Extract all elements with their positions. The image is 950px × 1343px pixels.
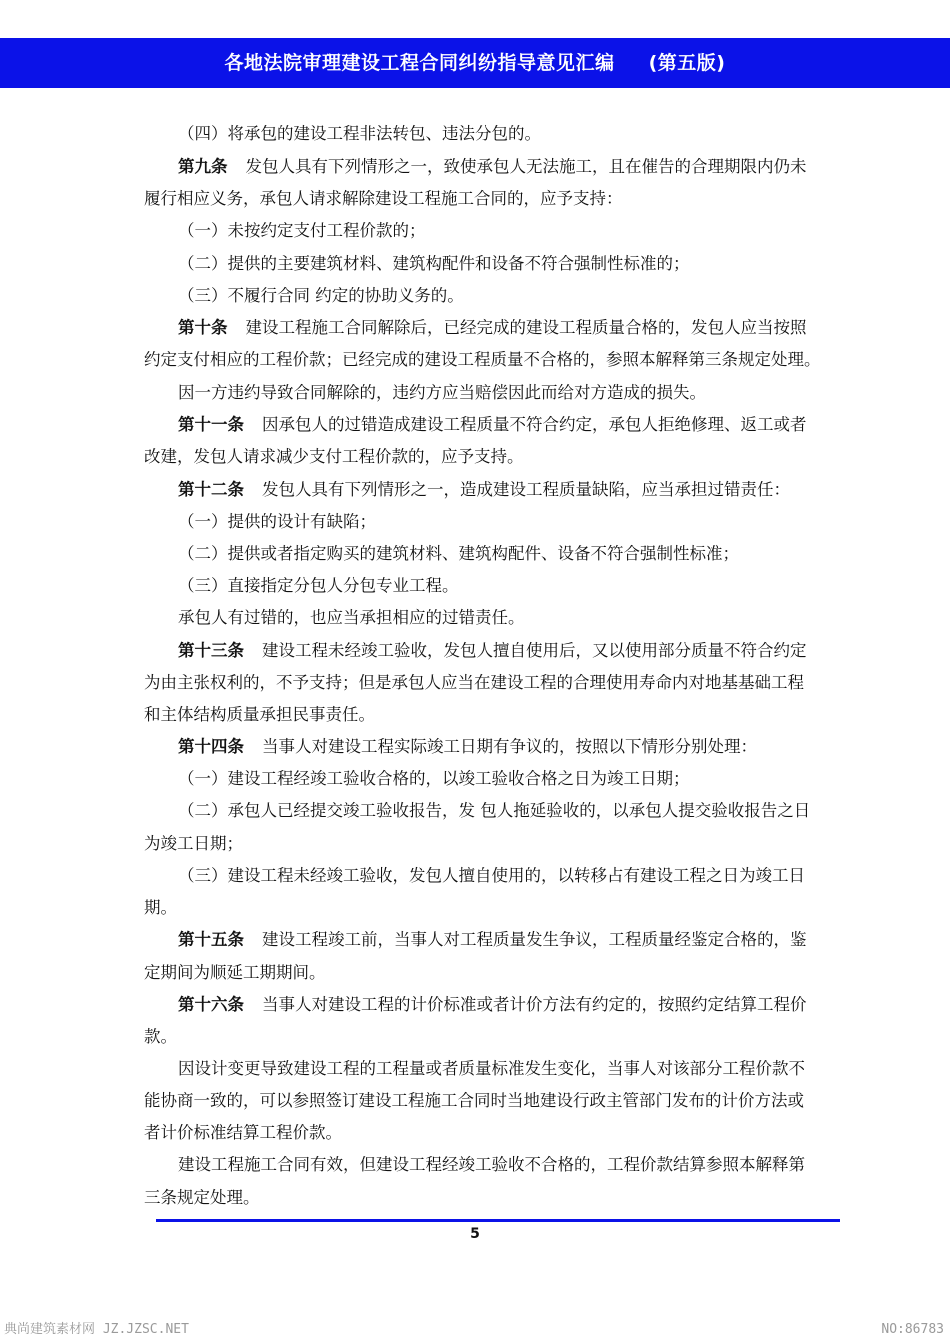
line-text: 建设工程未经竣工验收，发包人擅自使用后，又以使用部分质量不符合约定 xyxy=(262,641,807,660)
line-text: 建设工程施工合同有效，但建设工程经竣工验收不合格的，工程价款结算参照本解释第 xyxy=(178,1155,805,1174)
text-line xyxy=(178,286,464,306)
article-number: 第十三条 xyxy=(178,641,244,660)
article-number: 第十条 xyxy=(178,318,228,337)
text-line xyxy=(144,1123,342,1143)
line-text: 约定支付相应的工程价款；已经完成的建设工程质量不合格的，参照本解释第三条规定处理。 xyxy=(144,350,821,369)
article-number: 第十一条 xyxy=(178,415,244,434)
text-line xyxy=(144,350,821,370)
document-title-text: 各地法院审理建设工程合同纠纷指导意见汇编 xyxy=(224,52,615,74)
line-text: 履行相应义务，承包人请求解除建设工程施工合同的，应予支持： xyxy=(144,189,623,208)
text-line xyxy=(144,673,804,693)
article-line xyxy=(178,318,807,338)
text-line xyxy=(178,866,805,886)
text-line xyxy=(178,1155,805,1175)
line-text: 建设工程施工合同解除后，已经完成的建设工程质量合格的，发包人应当按照 xyxy=(245,318,807,337)
line-text: （二）提供或者指定购买的建筑材料、建筑构配件、设备不符合强制性标准； xyxy=(178,544,739,563)
article-line xyxy=(178,737,757,757)
article-number: 第十二条 xyxy=(178,480,244,499)
line-text: （三）直接指定分包人分包专业工程。 xyxy=(178,576,459,595)
line-text: 承包人有过错的，也应当承担相应的过错责任。 xyxy=(178,608,525,627)
line-text: （一）建设工程经竣工验收合格的，以竣工验收合格之日为竣工日期； xyxy=(178,769,690,788)
watermark-id: NO:86783 xyxy=(881,1322,944,1337)
document-title xyxy=(0,38,950,88)
article-number: 第十四条 xyxy=(178,737,244,756)
line-text: 期。 xyxy=(144,898,177,917)
text-line xyxy=(178,512,376,532)
line-text: 因承包人的过错造成建设工程质量不符合约定，承包人拒绝修理、返工或者 xyxy=(262,415,807,434)
text-line xyxy=(144,963,326,983)
text-line xyxy=(178,221,426,241)
article-line xyxy=(178,415,807,435)
line-text: （三）建设工程未经竣工验收，发包人擅自使用的，以转移占有建设工程之日为竣工日 xyxy=(178,866,805,885)
footer-divider xyxy=(156,1219,840,1222)
line-text: 定期间为顺延工期期间。 xyxy=(144,963,326,982)
text-line xyxy=(178,769,690,789)
line-text: 为竣工日期； xyxy=(144,834,243,853)
text-line xyxy=(178,801,810,821)
line-text: 发包人具有下列情形之一，造成建设工程质量缺陷，应当承担过错责任： xyxy=(262,480,790,499)
line-text: 因一方违约导致合同解除的，违约方应当赔偿因此而给对方造成的损失。 xyxy=(178,383,706,402)
line-text: 当事人对建设工程实际竣工日期有争议的，按照以下情形分别处理： xyxy=(262,737,757,756)
line-text: 能协商一致的，可以参照签订建设工程施工合同时当地建设行政主管部门发布的计价方法或 xyxy=(144,1091,804,1110)
text-line xyxy=(178,383,706,403)
line-text: 改建，发包人请求减少支付工程价款的，应予支持。 xyxy=(144,447,524,466)
text-line xyxy=(178,608,525,628)
line-text: 当事人对建设工程的计价标准或者计价方法有约定的，按照约定结算工程价 xyxy=(262,995,807,1014)
text-line xyxy=(144,447,524,467)
article-line xyxy=(178,995,807,1015)
line-text: 为由主张权利的，不予支持；但是承包人应当在建设工程的合理使用寿命内对地基基础工程 xyxy=(144,673,804,692)
header-bar xyxy=(0,38,950,88)
text-line xyxy=(144,189,623,209)
text-line xyxy=(178,544,739,564)
line-text: 款。 xyxy=(144,1027,177,1046)
text-line xyxy=(144,1188,260,1208)
text-line xyxy=(178,1059,805,1079)
text-line xyxy=(144,705,375,725)
document-edition: (第五版) xyxy=(648,52,726,74)
text-line xyxy=(144,1027,177,1047)
line-text: 发包人具有下列情形之一，致使承包人无法施工，且在催告的合理期限内仍未 xyxy=(245,157,807,176)
article-line xyxy=(178,930,807,950)
article-line xyxy=(178,480,790,500)
line-text: 者计价标准结算工程价款。 xyxy=(144,1123,342,1142)
article-line xyxy=(178,157,807,177)
article-number: 第十六条 xyxy=(178,995,244,1014)
watermark-site: 典尚建筑素材网 JZ.JZSC.NET xyxy=(4,1322,189,1337)
text-line xyxy=(178,254,690,274)
line-text: （一）未按约定支付工程价款的； xyxy=(178,221,426,240)
text-line xyxy=(144,834,243,854)
line-text: （三）不履行合同 约定的协助义务的。 xyxy=(178,286,464,305)
text-line xyxy=(178,576,459,596)
line-text: 因设计变更导致建设工程的工程量或者质量标准发生变化，当事人对该部分工程价款不 xyxy=(178,1059,805,1078)
line-text: 和主体结构质量承担民事责任。 xyxy=(144,705,375,724)
line-text: 建设工程竣工前，当事人对工程质量发生争议，工程质量经鉴定合格的，鉴 xyxy=(262,930,807,949)
line-text: （四）将承包的建设工程非法转包、违法分包的。 xyxy=(178,124,541,143)
text-line xyxy=(144,898,177,918)
line-text: （二）提供的主要建筑材料、建筑构配件和设备不符合强制性标准的； xyxy=(178,254,690,273)
article-line xyxy=(178,641,807,661)
article-number: 第十五条 xyxy=(178,930,244,949)
text-line xyxy=(144,1091,804,1111)
line-text: （一）提供的设计有缺陷； xyxy=(178,512,376,531)
page-number: 5 xyxy=(470,1226,480,1242)
line-text: 三条规定处理。 xyxy=(144,1188,260,1207)
line-text: （二）承包人已经提交竣工验收报告，发 包人拖延验收的，以承包人提交验收报告之日 xyxy=(178,801,811,820)
text-line xyxy=(178,124,541,144)
article-number: 第九条 xyxy=(178,157,228,176)
